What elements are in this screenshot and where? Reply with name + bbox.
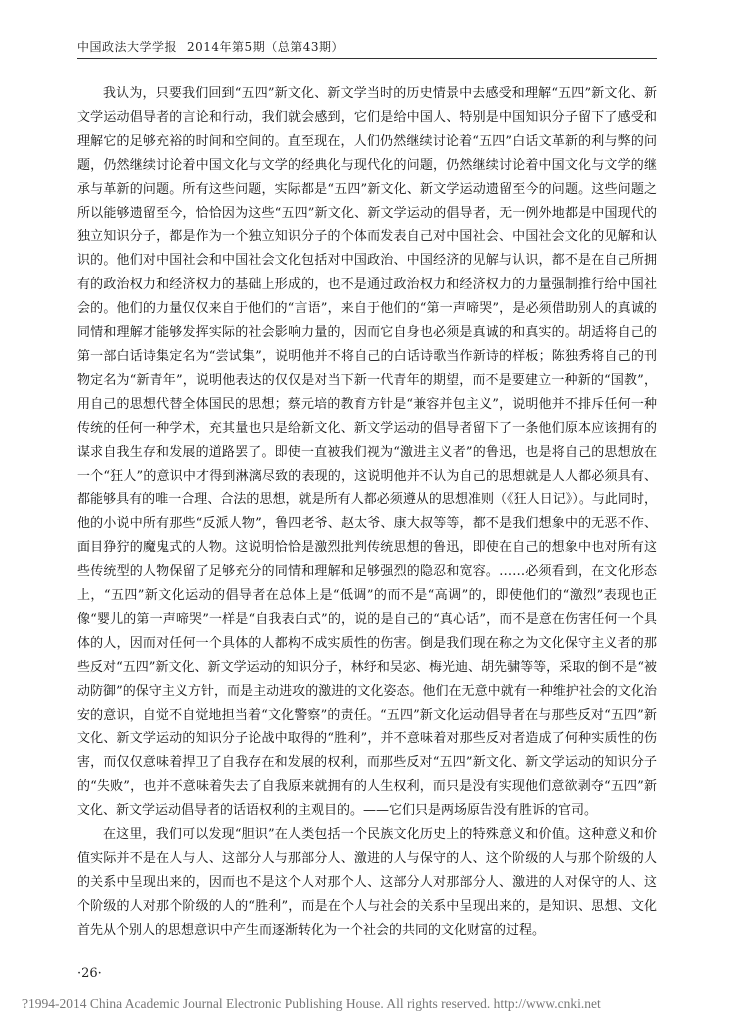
cnki-copyright-notice: ?1994-2014 China Academic Journal Electronic Publishing House. All rights reserved. http://www.cnki.net (22, 996, 601, 1011)
journal-issue: 2014年第5期（总第43期） (187, 40, 344, 54)
page-number: ·26· (77, 966, 102, 981)
article-body (77, 82, 657, 943)
paragraph-1: 我认为，只要我们回到“五四”新文化、新文学当时的历史情景中去感受和理解“五四”新文化、新文学运动倡导者的言论和行动，我们就会感到，它们是给中国人、特别是中国知识分子留下了感受和理解它的足够充裕的时间和空间的。直至现在，人们仍然继续讨论着“五四”白话文革新的利与弊的问题，仍然继续讨论着中国文化与文学的经典化与现代化的问题，仍然继续讨论着中国文化与文学的继承与革新的问题。所有这些问题，实际都是“五四”新文化、新文学运动遗留至今的问题。这些问题之所以能够遗留至今，恰恰因为这些“五四”新文化、新文学运动的倡导者，无一例外地都是中国现代的独立知识分子，都是作为一个独立知识分子的个体而发表自己对中国社会、中国社会文化的见解和认识的。他们对中国社会和中国社会文化包括对中国政治、中国经济的见解与认识，都不是在自己所拥有的政治权力和经济权力的基础上形成的，也不是通过政治权力和经济权力的力量强制推行给中国社会的。他们的力量仅仅来自于他们的“言语”，来自于他们的“第一声啼哭”，是必须借助别人的真诚的同情和理解才能够发挥实际的社会影响力量的，因而它自身也必须是真诚的和真实的。胡适将自己的第一部白话诗集定名为“尝试集”，说明他并不将自己的白话诗歌当作新诗的样板；陈独秀将自己的刊物定名为“新青年”，说明他表达的仅仅是对当下新一代青年的期望，而不是要建立一种新的“国教”，用自己的思想代替全体国民的思想；蔡元培的教育方针是“兼容并包主义”，说明他并不排斥任何一种传统的任何一种学术，充其量也只是给新文化、新文学运动的倡导者留下了一条他们原本应该拥有的谋求自我生存和发展的道路罢了。即使一直被我们视为“激进主义者”的鲁迅，也是将自己的思想放在一个“狂人”的意识中才得到淋漓尽致的表现的，这说明他并不认为自己的思想就是人人都必须具有、都能够具有的唯一合理、合法的思想，就是所有人都必须遵从的思想准则（《狂人日记》）。与此同时，他的小说中所有那些“反派人物”，鲁四老爷、赵太爷、康大叔等等，都不是我们想象中的无恶不作、面目狰狞的魔鬼式的人物。这说明恰恰是激烈批判传统思想的鲁迅，即使在自己的想象中也对所有这些传统型的人物保留了足够充分的同情和理解和足够强烈的隐忍和宽容。……必须看到，在文化形态上，“五四”新文化运动的倡导者在总体上是“低调”的而不是“高调”的，即使他们的“激烈”表现也正像“婴儿的第一声啼哭”一样是“自我表白式”的，说的是自己的“真心话”，而不是意在伤害任何一个具体的人，因而对任何一个具体的人都构不成实质性的伤害。倒是我们现在称之为文化保守主义者的那些反对“五四”新文化、新文学运动的知识分子，林纾和吴宓、梅光迪、胡先骕等等，采取的倒不是“被动防御”的保守主义方针，而是主动进攻的激进的文化姿态。他们在无意中就有一种维护社会的文化治安的意识，自觉不自觉地担当着“文化警察”的责任。“五四”新文化运动倡导者在与那些反对“五四”新文化、新文学运动的知识分子论战中取得的“胜利”，并不意味着对那些反对者造成了何种实质性的伤害，而仅仅意味着捍卫了自我存在和发展的权利，而那些反对“五四”新文化、新文学运动的知识分子的“失败”，也并不意味着失去了自我原来就拥有的人生权利，而只是没有实现他们意欲剥夺“五四”新文化、新文学运动倡导者的话语权利的主观目的。——它们只是两场原告没有胜诉的官司。 (77, 86, 657, 819)
journal-title: 中国政法大学学报 (77, 40, 178, 54)
paragraph-2: 在这里，我们可以发现“胆识”在人类包括一个民族文化历史上的特殊意义和价值。这种意义和价值实际并不是在人与人、这部分人与那部分人、激进的人与保守的人、这个阶级的人与那个阶级的人的关系中呈现出来的，因而也不是这个人对那个人、这部分人对那部分人、激进的人对保守的人、这个阶级的人对那个阶级的人的“胜利”，而是在个人与社会的关系中呈现出来的，是知识、思想、文化首先从个别人的思想意识中产生而逐渐转化为一个社会的共同的文化财富的过程。 (77, 827, 657, 938)
header-rule (77, 58, 657, 59)
running-header (77, 38, 657, 55)
